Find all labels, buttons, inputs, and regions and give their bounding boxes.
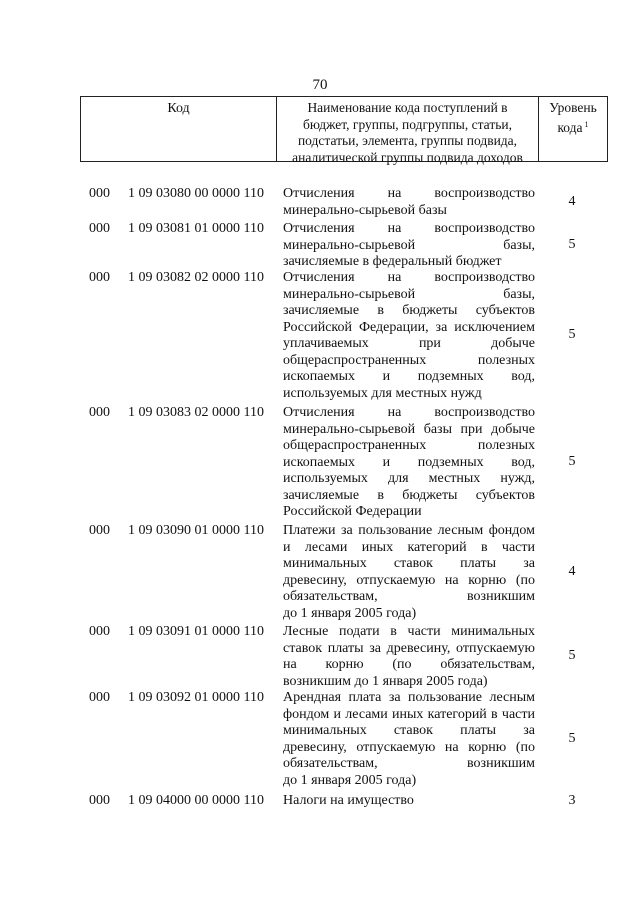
revenue-name-line: обязательствам, возникшим: [283, 589, 535, 604]
revenue-name-line: минимальных ставок платы за: [283, 723, 535, 738]
classifier-code: 000: [89, 624, 110, 639]
revenue-name: [283, 186, 535, 219]
header-name-line: Наименование кода поступлений в: [307, 100, 508, 115]
revenue-name: [283, 405, 535, 521]
code-level: 3: [568, 793, 576, 808]
revenue-name: [283, 270, 535, 402]
revenue-code: 1 09 03080 00 0000 110: [128, 186, 264, 201]
revenue-name-line: древесину, отпускаемую на корню (по: [283, 739, 535, 755]
revenue-name-line: обязательствам, возникшим: [283, 756, 535, 771]
revenue-name: [283, 624, 535, 690]
header-name-line: аналитической группы подвида доходов: [292, 149, 523, 165]
revenue-name-line: ископаемых и подземных вод,: [283, 369, 535, 384]
revenue-name-line: Лесные подати в части минимальных: [283, 624, 535, 639]
revenue-name: [283, 793, 535, 810]
code-level: 5: [568, 648, 576, 663]
revenue-name-line: Отчисления на воспроизводство: [283, 186, 535, 201]
revenue-name-line: древесину, отпускаемую на корню (по: [283, 572, 535, 588]
page-number: 70: [312, 77, 328, 93]
code-level: 5: [568, 731, 576, 746]
classifier-code: 000: [89, 221, 110, 236]
revenue-name-line: до 1 января 2005 года): [283, 605, 417, 621]
revenue-name-line: фондом и лесами иных категорий в части: [283, 706, 535, 722]
revenue-name-line: используемых для местных нужд,: [283, 471, 535, 486]
revenue-name-line: на корню (по обязательствам,: [283, 657, 535, 672]
code-level: 4: [568, 194, 576, 209]
revenue-code: 1 09 04000 00 0000 110: [128, 793, 264, 808]
revenue-name-line: до 1 января 2005 года): [283, 772, 417, 788]
header-code: Код: [81, 97, 277, 161]
code-level: 4: [568, 564, 576, 579]
header-level: [539, 97, 607, 161]
revenue-name-line: Отчисления на воспроизводство: [283, 405, 535, 420]
revenue-name-line: ставок платы за древесину, отпускаемую: [283, 640, 535, 656]
code-level: 5: [568, 237, 576, 252]
code-level: 5: [568, 454, 576, 469]
classifier-code: 000: [89, 523, 110, 538]
header-level-text: кода: [557, 119, 583, 135]
header-name-line: подстатьи, элемента, группы подвида,: [297, 133, 518, 148]
revenue-name-line: Арендная плата за пользование лесным: [283, 690, 535, 705]
classifier-code: 000: [89, 690, 110, 705]
classifier-code: 000: [89, 270, 110, 285]
revenue-code: 1 09 03082 02 0000 110: [128, 270, 264, 285]
revenue-name-line: Российской Федерации: [283, 504, 422, 519]
header-level-line: [539, 117, 607, 137]
revenue-name-line: Налоги на имущество: [283, 793, 414, 808]
revenue-name-line: возникшим до 1 января 2005 года): [283, 673, 488, 689]
header-name: [277, 97, 539, 165]
revenue-code: 1 09 03091 01 0000 110: [128, 624, 264, 639]
revenue-name-line: общераспространенных полезных: [283, 352, 535, 368]
revenue-name-line: минерально-сырьевой базы: [283, 202, 447, 218]
revenue-name-line: зачисляемые в бюджеты субъектов: [283, 303, 535, 318]
classifier-code: 000: [89, 405, 110, 420]
revenue-name-line: ископаемых и подземных вод,: [283, 454, 535, 470]
header-level-line: Уровень: [549, 100, 597, 115]
revenue-name-line: уплачиваемых при добыче: [283, 336, 535, 351]
revenue-name-line: минерально-сырьевой базы,: [283, 237, 535, 253]
revenue-name-line: Платежи за пользование лесным фондом: [283, 523, 535, 538]
revenue-name-line: зачисляемые в бюджеты субъектов: [283, 487, 535, 503]
revenue-name-line: и лесами иных категорий в части: [283, 539, 535, 555]
footnote-marker: 1: [584, 119, 589, 129]
revenue-name-line: зачисляемые в федеральный бюджет: [283, 254, 502, 269]
revenue-name: [283, 221, 535, 271]
revenue-code: 1 09 03092 01 0000 110: [128, 690, 264, 705]
revenue-name-line: Отчисления на воспроизводство: [283, 270, 535, 285]
code-level: 5: [568, 327, 576, 342]
revenue-name-line: минерально-сырьевой базы при добыче: [283, 421, 535, 437]
revenue-name: [283, 690, 535, 789]
revenue-name-line: Российской Федерации, за исключением: [283, 319, 535, 335]
classifier-code: 000: [89, 186, 110, 201]
revenue-name-line: общераспространенных полезных: [283, 438, 535, 453]
table-header: [80, 96, 608, 165]
revenue-name-line: минимальных ставок платы за: [283, 556, 535, 571]
classifier-code: 000: [89, 793, 110, 808]
header-name-line: бюджет, группы, подгруппы, статьи,: [303, 116, 512, 132]
revenue-code: 1 09 03081 01 0000 110: [128, 221, 264, 236]
revenue-name-line: используемых для местных нужд: [283, 385, 482, 401]
revenue-name-line: Отчисления на воспроизводство: [283, 221, 535, 236]
revenue-code: 1 09 03083 02 0000 110: [128, 405, 264, 420]
revenue-name-line: минерально-сырьевой базы,: [283, 286, 535, 302]
revenue-code: 1 09 03090 01 0000 110: [128, 523, 264, 538]
revenue-name: [283, 523, 535, 622]
